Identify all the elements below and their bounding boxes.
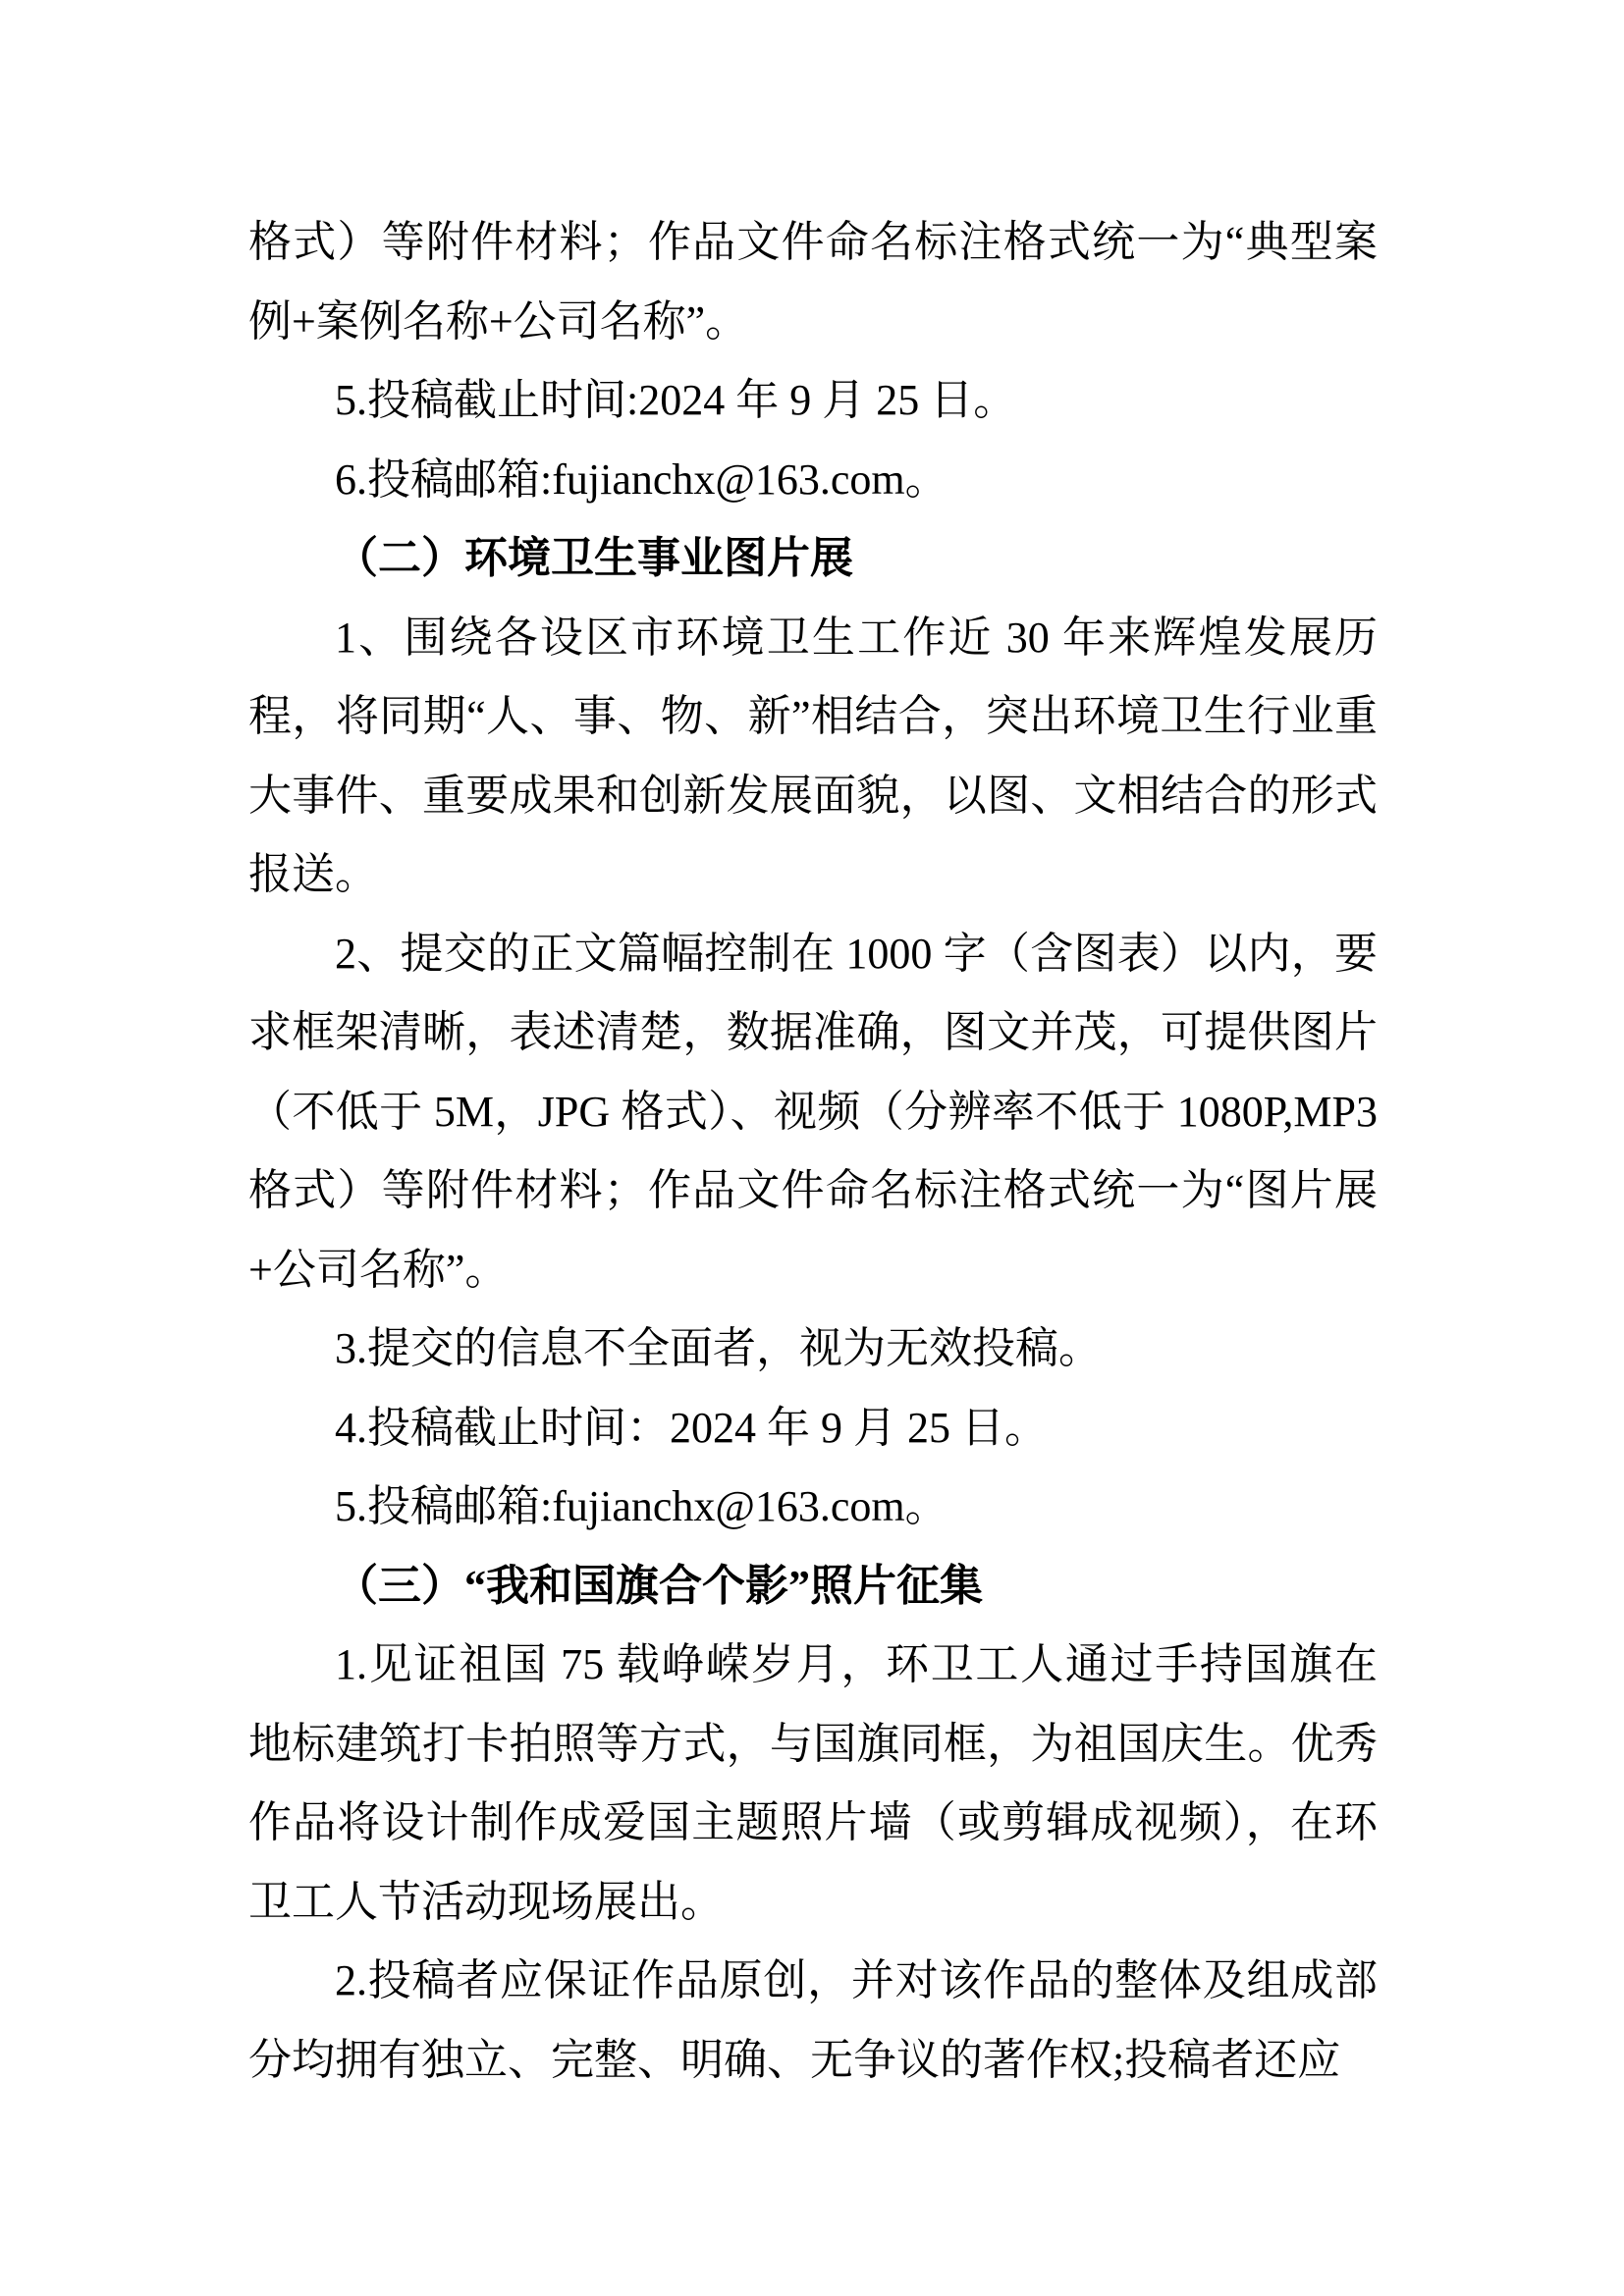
- paragraph-case-deadline: 5.投稿截止时间:2024 年 9 月 25 日。: [335, 376, 1017, 424]
- document-body: [248, 203, 1378, 2100]
- section-heading-photo-exhibition: （二）环境卫生事业图片展: [335, 534, 853, 582]
- paragraph-flag-item-2-partial: 2.投稿者应保证作品原创，并对该作品的整体及组成部分均拥有独立、完整、明确、无争议的著作权;投稿者还应: [248, 1956, 1378, 2084]
- paragraph-exhibition-item-3: 3.提交的信息不全面者，视为无效投稿。: [335, 1324, 1102, 1372]
- paragraph-exhibition-item-2: 2、提交的正文篇幅控制在 1000 字（含图表）以内，要求框架清晰，表述清楚，数据准确，图文并茂，可提供图片（不低于 5M，JPG 格式）、视频（分辨率不低于 1080P,MP3 格式）等附件材料；作品文件命名标注格式统一为“图片展+公司名称”。: [248, 929, 1378, 1294]
- paragraph-exhibition-item-1: 1、围绕各设区市环境卫生工作近 30 年来辉煌发展历程，将同期“人、事、物、新”相结合，突出环境卫生行业重大事件、重要成果和创新发展面貌，以图、文相结合的形式报送。: [248, 613, 1378, 898]
- paragraph-attachment-format-continuation: 格式）等附件材料；作品文件命名标注格式统一为“典型案例+案例名称+公司名称”。: [248, 218, 1378, 346]
- paragraph-case-email: 6.投稿邮箱:fujianchx@163.com。: [335, 454, 948, 504]
- paragraph-exhibition-email: 5.投稿邮箱:fujianchx@163.com。: [335, 1482, 948, 1530]
- paragraph-flag-item-1: 1.见证祖国 75 载峥嵘岁月，环卫工人通过手持国旗在地标建筑打卡拍照等方式，与国旗同框，为祖国庆生。优秀作品将设计制作成爱国主题照片墙（或剪辑成视频），在环卫工人节活动现场展出。: [248, 1640, 1378, 1926]
- section-heading-flag-photo-collection: （三）“我和国旗合个影”照片征集: [335, 1561, 983, 1610]
- paragraph-exhibition-deadline: 4.投稿截止时间：2024 年 9 月 25 日。: [335, 1403, 1048, 1452]
